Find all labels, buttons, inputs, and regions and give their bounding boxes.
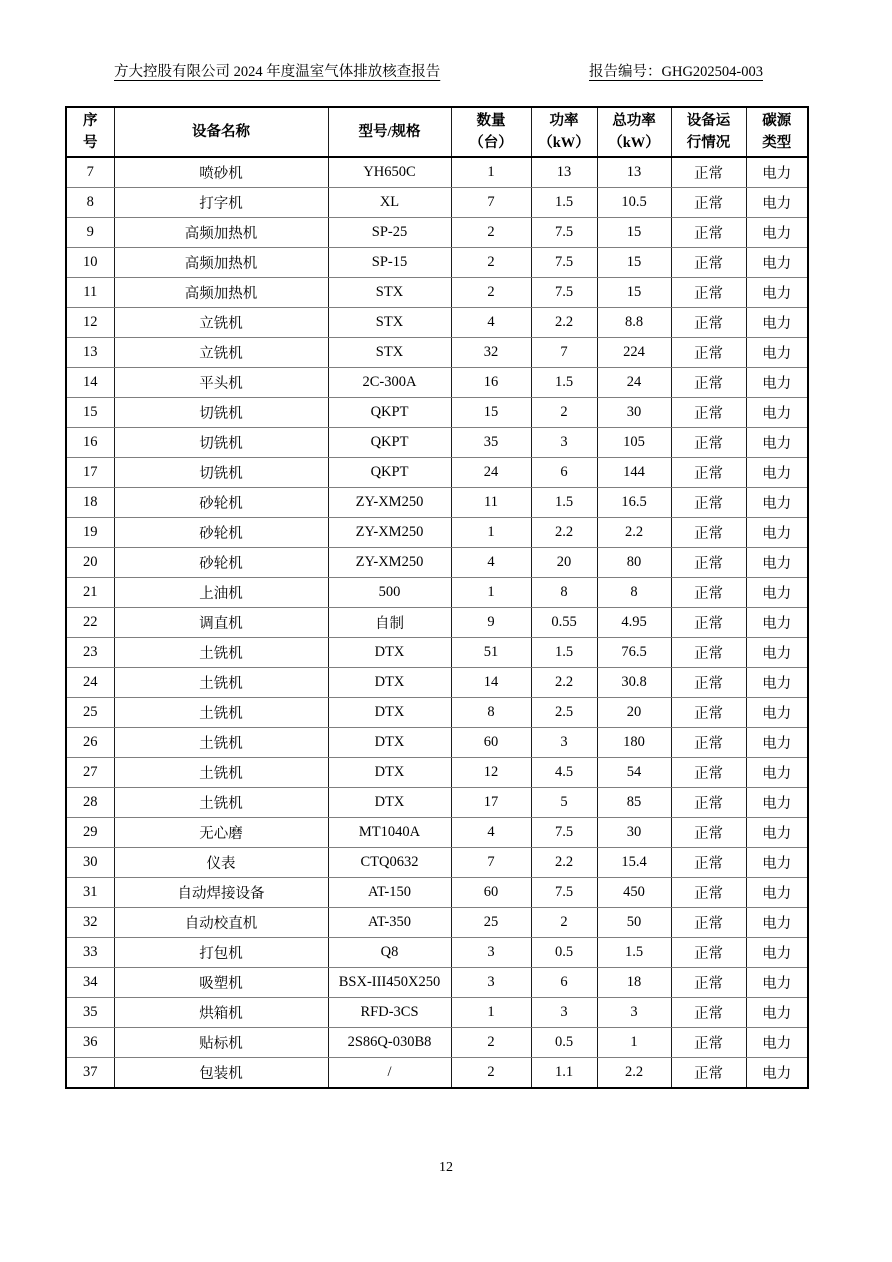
table-row <box>66 458 808 488</box>
cell-model-spec: XL <box>328 188 451 218</box>
cell-device-name: 调直机 <box>114 608 328 638</box>
cell-device-name: 切铣机 <box>114 428 328 458</box>
table-header-row <box>66 107 808 157</box>
cell-operating-status: 正常 <box>671 488 746 518</box>
cell-power: 7.5 <box>531 818 597 848</box>
cell-total-power: 85 <box>597 788 671 818</box>
cell-power: 7.5 <box>531 218 597 248</box>
cell-device-name: 自动校直机 <box>114 908 328 938</box>
table-row <box>66 638 808 668</box>
cell-operating-status: 正常 <box>671 668 746 698</box>
cell-quantity: 7 <box>451 848 531 878</box>
cell-total-power: 4.95 <box>597 608 671 638</box>
cell-device-name: 土铣机 <box>114 788 328 818</box>
cell-model-spec: QKPT <box>328 458 451 488</box>
table-row <box>66 338 808 368</box>
cell-power: 0.5 <box>531 938 597 968</box>
cell-model-spec: AT-350 <box>328 908 451 938</box>
header-report-number: 报告编号：GHG202504-003 <box>589 64 763 80</box>
cell-device-name: 切铣机 <box>114 398 328 428</box>
cell-power: 7 <box>531 338 597 368</box>
cell-total-power: 15.4 <box>597 848 671 878</box>
cell-power: 6 <box>531 968 597 998</box>
cell-operating-status: 正常 <box>671 728 746 758</box>
cell-total-power: 2.2 <box>597 518 671 548</box>
cell-carbon-source: 电力 <box>746 608 808 638</box>
cell-seq: 25 <box>66 698 114 728</box>
cell-carbon-source: 电力 <box>746 1058 808 1089</box>
cell-total-power: 30 <box>597 818 671 848</box>
cell-seq: 27 <box>66 758 114 788</box>
cell-operating-status: 正常 <box>671 938 746 968</box>
cell-power: 7.5 <box>531 248 597 278</box>
table-row <box>66 998 808 1028</box>
cell-operating-status: 正常 <box>671 848 746 878</box>
cell-operating-status: 正常 <box>671 458 746 488</box>
cell-model-spec: ZY-XM250 <box>328 518 451 548</box>
cell-device-name: 立铣机 <box>114 308 328 338</box>
cell-power: 1.5 <box>531 488 597 518</box>
cell-model-spec: DTX <box>328 788 451 818</box>
cell-device-name: 土铣机 <box>114 728 328 758</box>
cell-quantity: 32 <box>451 338 531 368</box>
cell-device-name: 土铣机 <box>114 698 328 728</box>
cell-operating-status: 正常 <box>671 818 746 848</box>
cell-carbon-source: 电力 <box>746 308 808 338</box>
cell-power: 2.2 <box>531 308 597 338</box>
cell-carbon-source: 电力 <box>746 458 808 488</box>
cell-seq: 8 <box>66 188 114 218</box>
header-report-title: 方大控股有限公司 2024 年度温室气体排放核查报告 <box>114 64 441 80</box>
table-row <box>66 248 808 278</box>
cell-power: 2.2 <box>531 848 597 878</box>
cell-quantity: 9 <box>451 608 531 638</box>
cell-carbon-source: 电力 <box>746 398 808 428</box>
cell-carbon-source: 电力 <box>746 368 808 398</box>
cell-total-power: 76.5 <box>597 638 671 668</box>
cell-seq: 13 <box>66 338 114 368</box>
cell-seq: 21 <box>66 578 114 608</box>
cell-total-power: 24 <box>597 368 671 398</box>
cell-power: 0.55 <box>531 608 597 638</box>
cell-seq: 18 <box>66 488 114 518</box>
cell-carbon-source: 电力 <box>746 518 808 548</box>
cell-model-spec: STX <box>328 338 451 368</box>
cell-device-name: 立铣机 <box>114 338 328 368</box>
cell-model-spec: SP-25 <box>328 218 451 248</box>
cell-quantity: 8 <box>451 698 531 728</box>
cell-model-spec: AT-150 <box>328 878 451 908</box>
cell-carbon-source: 电力 <box>746 938 808 968</box>
cell-total-power: 50 <box>597 908 671 938</box>
cell-model-spec: DTX <box>328 758 451 788</box>
cell-model-spec: MT1040A <box>328 818 451 848</box>
cell-operating-status: 正常 <box>671 908 746 938</box>
cell-device-name: 高频加热机 <box>114 218 328 248</box>
cell-model-spec: ZY-XM250 <box>328 488 451 518</box>
cell-model-spec: STX <box>328 278 451 308</box>
cell-power: 3 <box>531 998 597 1028</box>
cell-carbon-source: 电力 <box>746 848 808 878</box>
cell-carbon-source: 电力 <box>746 548 808 578</box>
cell-total-power: 224 <box>597 338 671 368</box>
cell-quantity: 12 <box>451 758 531 788</box>
cell-seq: 29 <box>66 818 114 848</box>
cell-operating-status: 正常 <box>671 338 746 368</box>
cell-carbon-source: 电力 <box>746 698 808 728</box>
cell-seq: 35 <box>66 998 114 1028</box>
column-header-total-power: 总功率 （kW） <box>597 107 671 157</box>
cell-power: 2 <box>531 908 597 938</box>
column-header-seq: 序 号 <box>66 107 114 157</box>
table-row <box>66 518 808 548</box>
column-header-power: 功率 （kW） <box>531 107 597 157</box>
equipment-table <box>65 106 809 1089</box>
table-row <box>66 157 808 188</box>
cell-quantity: 3 <box>451 938 531 968</box>
cell-quantity: 16 <box>451 368 531 398</box>
cell-carbon-source: 电力 <box>746 278 808 308</box>
cell-quantity: 24 <box>451 458 531 488</box>
table-row <box>66 428 808 458</box>
cell-quantity: 7 <box>451 188 531 218</box>
table-row <box>66 188 808 218</box>
cell-operating-status: 正常 <box>671 368 746 398</box>
table-row <box>66 488 808 518</box>
cell-seq: 11 <box>66 278 114 308</box>
table-row <box>66 758 808 788</box>
cell-power: 1.5 <box>531 188 597 218</box>
cell-quantity: 2 <box>451 218 531 248</box>
cell-model-spec: 500 <box>328 578 451 608</box>
table-row <box>66 668 808 698</box>
cell-power: 3 <box>531 428 597 458</box>
cell-power: 2.2 <box>531 668 597 698</box>
cell-seq: 19 <box>66 518 114 548</box>
cell-power: 7.5 <box>531 278 597 308</box>
cell-carbon-source: 电力 <box>746 578 808 608</box>
table-row <box>66 218 808 248</box>
cell-model-spec: QKPT <box>328 398 451 428</box>
cell-quantity: 2 <box>451 1028 531 1058</box>
cell-power: 1.5 <box>531 638 597 668</box>
cell-operating-status: 正常 <box>671 788 746 818</box>
cell-operating-status: 正常 <box>671 398 746 428</box>
cell-carbon-source: 电力 <box>746 488 808 518</box>
table-row <box>66 938 808 968</box>
cell-device-name: 上油机 <box>114 578 328 608</box>
cell-carbon-source: 电力 <box>746 818 808 848</box>
cell-model-spec: DTX <box>328 668 451 698</box>
cell-seq: 30 <box>66 848 114 878</box>
cell-seq: 37 <box>66 1058 114 1089</box>
cell-quantity: 25 <box>451 908 531 938</box>
cell-power: 2.2 <box>531 518 597 548</box>
cell-device-name: 包装机 <box>114 1058 328 1089</box>
cell-operating-status: 正常 <box>671 698 746 728</box>
cell-total-power: 8.8 <box>597 308 671 338</box>
cell-device-name: 烘箱机 <box>114 998 328 1028</box>
cell-power: 4.5 <box>531 758 597 788</box>
column-header-quantity: 数量 （台） <box>451 107 531 157</box>
cell-quantity: 2 <box>451 248 531 278</box>
cell-seq: 32 <box>66 908 114 938</box>
table-row <box>66 608 808 638</box>
cell-total-power: 144 <box>597 458 671 488</box>
cell-device-name: 打字机 <box>114 188 328 218</box>
cell-power: 8 <box>531 578 597 608</box>
cell-device-name: 砂轮机 <box>114 548 328 578</box>
cell-device-name: 高频加热机 <box>114 248 328 278</box>
cell-carbon-source: 电力 <box>746 728 808 758</box>
cell-carbon-source: 电力 <box>746 428 808 458</box>
cell-model-spec: YH650C <box>328 157 451 188</box>
cell-model-spec: Q8 <box>328 938 451 968</box>
cell-model-spec: 2S86Q-030B8 <box>328 1028 451 1058</box>
cell-model-spec: 自制 <box>328 608 451 638</box>
cell-seq: 10 <box>66 248 114 278</box>
cell-quantity: 51 <box>451 638 531 668</box>
cell-carbon-source: 电力 <box>746 968 808 998</box>
cell-quantity: 60 <box>451 878 531 908</box>
cell-total-power: 1.5 <box>597 938 671 968</box>
page-number: 12 <box>439 1160 453 1175</box>
cell-quantity: 35 <box>451 428 531 458</box>
cell-power: 20 <box>531 548 597 578</box>
cell-operating-status: 正常 <box>671 878 746 908</box>
cell-total-power: 450 <box>597 878 671 908</box>
table-row <box>66 578 808 608</box>
cell-carbon-source: 电力 <box>746 758 808 788</box>
cell-operating-status: 正常 <box>671 758 746 788</box>
cell-total-power: 3 <box>597 998 671 1028</box>
cell-quantity: 2 <box>451 1058 531 1089</box>
cell-operating-status: 正常 <box>671 998 746 1028</box>
cell-total-power: 80 <box>597 548 671 578</box>
cell-power: 13 <box>531 157 597 188</box>
cell-total-power: 13 <box>597 157 671 188</box>
cell-quantity: 4 <box>451 308 531 338</box>
cell-quantity: 1 <box>451 578 531 608</box>
cell-quantity: 14 <box>451 668 531 698</box>
cell-carbon-source: 电力 <box>746 908 808 938</box>
cell-power: 0.5 <box>531 1028 597 1058</box>
table-row <box>66 398 808 428</box>
cell-total-power: 2.2 <box>597 1058 671 1089</box>
cell-model-spec: DTX <box>328 698 451 728</box>
cell-quantity: 3 <box>451 968 531 998</box>
cell-total-power: 54 <box>597 758 671 788</box>
cell-seq: 31 <box>66 878 114 908</box>
cell-power: 1.1 <box>531 1058 597 1089</box>
cell-device-name: 自动焊接设备 <box>114 878 328 908</box>
cell-quantity: 1 <box>451 157 531 188</box>
cell-total-power: 180 <box>597 728 671 758</box>
cell-model-spec: QKPT <box>328 428 451 458</box>
cell-operating-status: 正常 <box>671 428 746 458</box>
cell-quantity: 4 <box>451 548 531 578</box>
cell-operating-status: 正常 <box>671 188 746 218</box>
table-row <box>66 698 808 728</box>
cell-total-power: 105 <box>597 428 671 458</box>
column-header-operating-status: 设备运 行情况 <box>671 107 746 157</box>
cell-quantity: 1 <box>451 518 531 548</box>
cell-model-spec: STX <box>328 308 451 338</box>
cell-quantity: 15 <box>451 398 531 428</box>
cell-carbon-source: 电力 <box>746 788 808 818</box>
cell-total-power: 15 <box>597 248 671 278</box>
cell-model-spec: / <box>328 1058 451 1089</box>
cell-power: 2 <box>531 398 597 428</box>
table-row <box>66 308 808 338</box>
cell-total-power: 30.8 <box>597 668 671 698</box>
cell-operating-status: 正常 <box>671 1028 746 1058</box>
column-header-device-name: 设备名称 <box>114 107 328 157</box>
cell-carbon-source: 电力 <box>746 157 808 188</box>
cell-seq: 34 <box>66 968 114 998</box>
table-row <box>66 788 808 818</box>
cell-operating-status: 正常 <box>671 548 746 578</box>
cell-total-power: 10.5 <box>597 188 671 218</box>
cell-total-power: 18 <box>597 968 671 998</box>
cell-carbon-source: 电力 <box>746 878 808 908</box>
cell-model-spec: DTX <box>328 728 451 758</box>
table-row <box>66 848 808 878</box>
cell-operating-status: 正常 <box>671 518 746 548</box>
cell-seq: 23 <box>66 638 114 668</box>
cell-carbon-source: 电力 <box>746 338 808 368</box>
cell-device-name: 喷砂机 <box>114 157 328 188</box>
cell-device-name: 高频加热机 <box>114 278 328 308</box>
cell-seq: 28 <box>66 788 114 818</box>
cell-seq: 26 <box>66 728 114 758</box>
cell-device-name: 砂轮机 <box>114 518 328 548</box>
cell-operating-status: 正常 <box>671 578 746 608</box>
table-row <box>66 818 808 848</box>
table-row <box>66 1028 808 1058</box>
cell-seq: 7 <box>66 157 114 188</box>
cell-model-spec: ZY-XM250 <box>328 548 451 578</box>
cell-quantity: 60 <box>451 728 531 758</box>
cell-power: 6 <box>531 458 597 488</box>
cell-seq: 36 <box>66 1028 114 1058</box>
cell-total-power: 16.5 <box>597 488 671 518</box>
table-row <box>66 728 808 758</box>
cell-carbon-source: 电力 <box>746 1028 808 1058</box>
cell-device-name: 吸塑机 <box>114 968 328 998</box>
cell-total-power: 20 <box>597 698 671 728</box>
cell-carbon-source: 电力 <box>746 188 808 218</box>
table-row <box>66 1058 808 1089</box>
cell-model-spec: RFD-3CS <box>328 998 451 1028</box>
cell-operating-status: 正常 <box>671 638 746 668</box>
cell-power: 1.5 <box>531 368 597 398</box>
equipment-table-head <box>66 107 808 157</box>
cell-seq: 22 <box>66 608 114 638</box>
cell-device-name: 土铣机 <box>114 638 328 668</box>
table-row <box>66 368 808 398</box>
cell-model-spec: 2C-300A <box>328 368 451 398</box>
cell-quantity: 2 <box>451 278 531 308</box>
cell-total-power: 30 <box>597 398 671 428</box>
column-header-model-spec: 型号/规格 <box>328 107 451 157</box>
cell-device-name: 土铣机 <box>114 668 328 698</box>
cell-power: 3 <box>531 728 597 758</box>
column-header-carbon-source: 碳源 类型 <box>746 107 808 157</box>
table-row <box>66 908 808 938</box>
cell-device-name: 贴标机 <box>114 1028 328 1058</box>
cell-operating-status: 正常 <box>671 308 746 338</box>
cell-operating-status: 正常 <box>671 968 746 998</box>
cell-seq: 9 <box>66 218 114 248</box>
cell-operating-status: 正常 <box>671 248 746 278</box>
cell-quantity: 4 <box>451 818 531 848</box>
cell-seq: 15 <box>66 398 114 428</box>
cell-power: 5 <box>531 788 597 818</box>
table-row <box>66 548 808 578</box>
cell-operating-status: 正常 <box>671 278 746 308</box>
cell-device-name: 仪表 <box>114 848 328 878</box>
cell-operating-status: 正常 <box>671 1058 746 1089</box>
cell-power: 2.5 <box>531 698 597 728</box>
cell-carbon-source: 电力 <box>746 668 808 698</box>
cell-quantity: 17 <box>451 788 531 818</box>
cell-model-spec: CTQ0632 <box>328 848 451 878</box>
cell-seq: 16 <box>66 428 114 458</box>
cell-operating-status: 正常 <box>671 218 746 248</box>
page-footer <box>0 1160 892 1176</box>
cell-seq: 20 <box>66 548 114 578</box>
cell-model-spec: SP-15 <box>328 248 451 278</box>
cell-carbon-source: 电力 <box>746 248 808 278</box>
cell-total-power: 15 <box>597 218 671 248</box>
cell-device-name: 无心磨 <box>114 818 328 848</box>
cell-device-name: 土铣机 <box>114 758 328 788</box>
cell-power: 7.5 <box>531 878 597 908</box>
cell-model-spec: BSX-III450X250 <box>328 968 451 998</box>
cell-quantity: 1 <box>451 998 531 1028</box>
cell-total-power: 15 <box>597 278 671 308</box>
cell-seq: 17 <box>66 458 114 488</box>
cell-device-name: 打包机 <box>114 938 328 968</box>
cell-model-spec: DTX <box>328 638 451 668</box>
cell-total-power: 8 <box>597 578 671 608</box>
equipment-table-body <box>66 157 808 1088</box>
cell-device-name: 切铣机 <box>114 458 328 488</box>
cell-quantity: 11 <box>451 488 531 518</box>
table-row <box>66 968 808 998</box>
cell-carbon-source: 电力 <box>746 218 808 248</box>
cell-seq: 24 <box>66 668 114 698</box>
document-header <box>65 60 807 81</box>
cell-device-name: 砂轮机 <box>114 488 328 518</box>
cell-seq: 12 <box>66 308 114 338</box>
cell-carbon-source: 电力 <box>746 638 808 668</box>
cell-carbon-source: 电力 <box>746 998 808 1028</box>
cell-seq: 14 <box>66 368 114 398</box>
cell-operating-status: 正常 <box>671 608 746 638</box>
cell-total-power: 1 <box>597 1028 671 1058</box>
cell-device-name: 平头机 <box>114 368 328 398</box>
table-row <box>66 878 808 908</box>
cell-operating-status: 正常 <box>671 157 746 188</box>
table-row <box>66 278 808 308</box>
cell-seq: 33 <box>66 938 114 968</box>
